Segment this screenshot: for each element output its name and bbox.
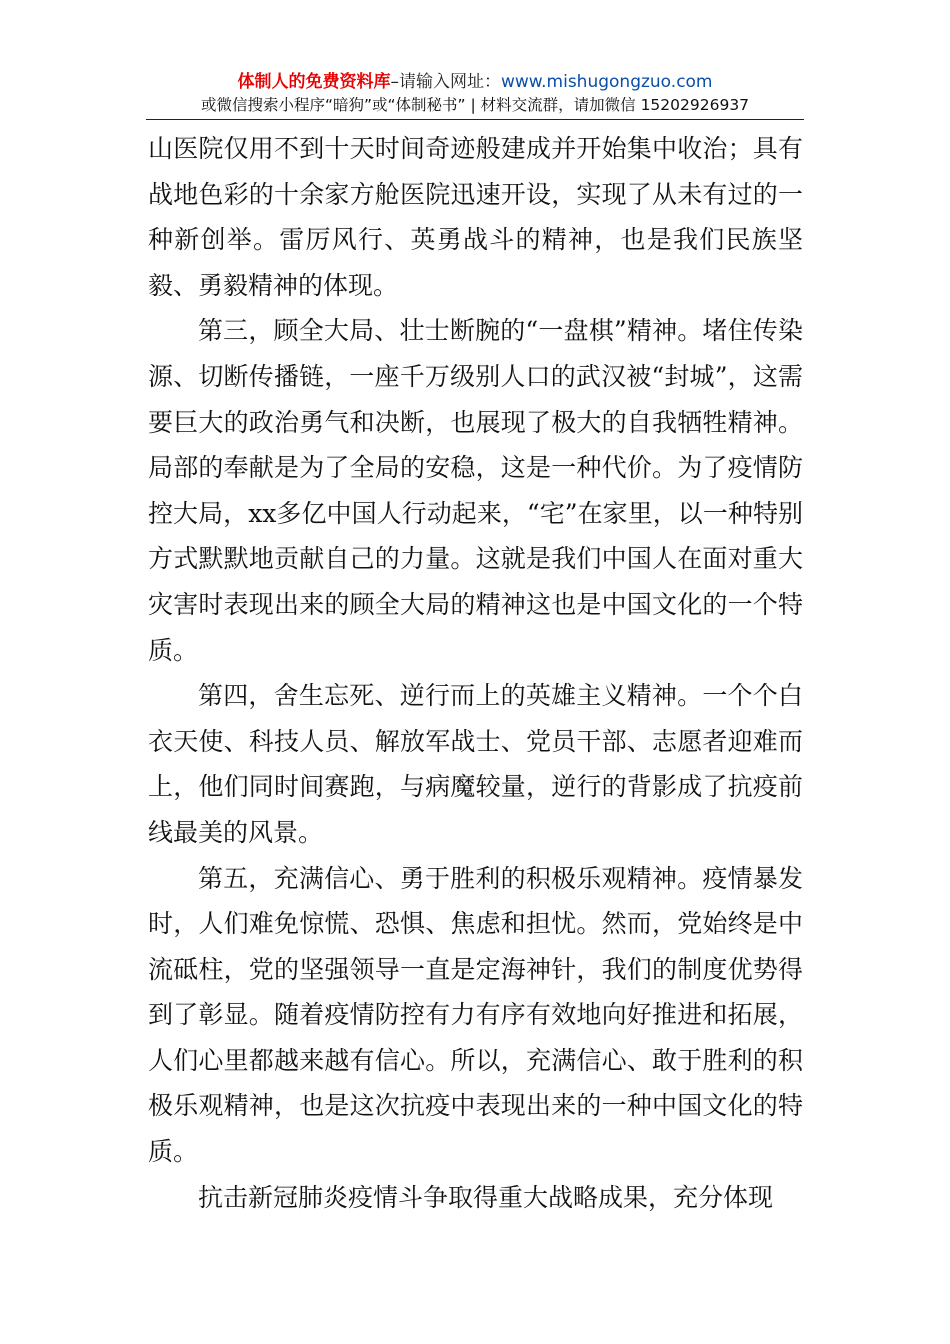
header-line-1 bbox=[0, 70, 950, 94]
paragraph-1: 山医院仅用不到十天时间奇迹般建成并开始集中收治；具有战地色彩的十余家方舱医院迅速开设，实现了从未有过的一种新创举。雷厉风行、英勇战斗的精神，也是我们民族坚毅、勇毅精神的体现。 bbox=[148, 134, 803, 300]
header-hint: –请输入网址： bbox=[390, 72, 501, 92]
header-url-link[interactable]: www.mishugongzuo.com bbox=[500, 72, 713, 92]
paragraph-2: 第三，顾全大局、壮士断腕的“一盘棋”精神。堵住传染源、切断传播链，一座千万级别人口的武汉被“封城”，这需要巨大的政治勇气和决断，也展现了极大的自我牺牲精神。局部的奉献是为了全局的安稳，这是一种代价。为了疫情防控大局，xx多亿中国人行动起来，“宅”在家里，以一种特别方式默默地贡献自己的力量。这就是我们中国人在面对重大灾害时表现出来的顾全大局的精神这也是中国文化的一个特质。 bbox=[148, 316, 803, 665]
header-line-2: 或微信搜索小程序“暗狗”或“体制秘书” | 材料交流群，请加微信 15202926937 bbox=[200, 96, 750, 114]
paragraph-3: 第四，舍生忘死、逆行而上的英雄主义精神。一个个白衣天使、科技人员、解放军战士、党员干部、志愿者迎难而上，他们同时间赛跑，与病魔较量，逆行的背影成了抗疫前线最美的风景。 bbox=[148, 681, 803, 847]
header-divider bbox=[146, 119, 804, 120]
document-body bbox=[148, 126, 803, 1220]
header-brand: 体制人的免费资料库 bbox=[237, 72, 391, 92]
page-header bbox=[0, 70, 950, 116]
paragraph-5: 抗击新冠肺炎疫情斗争取得重大战略成果，充分体现 bbox=[198, 1182, 774, 1212]
paragraph-4: 第五，充满信心、勇于胜利的积极乐观精神。疫情暴发时，人们难免惊慌、恐惧、焦虑和担忧。然而，党始终是中流砥柱，党的坚强领导一直是定海神针，我们的制度优势得到了彰显。随着疫情防控有力有序有效地向好推进和拓展，人们心里都越来越有信心。所以，充满信心、敢于胜利的积极乐观精神，也是这次抗疫中表现出来的一种中国文化的特质。 bbox=[148, 863, 803, 1167]
